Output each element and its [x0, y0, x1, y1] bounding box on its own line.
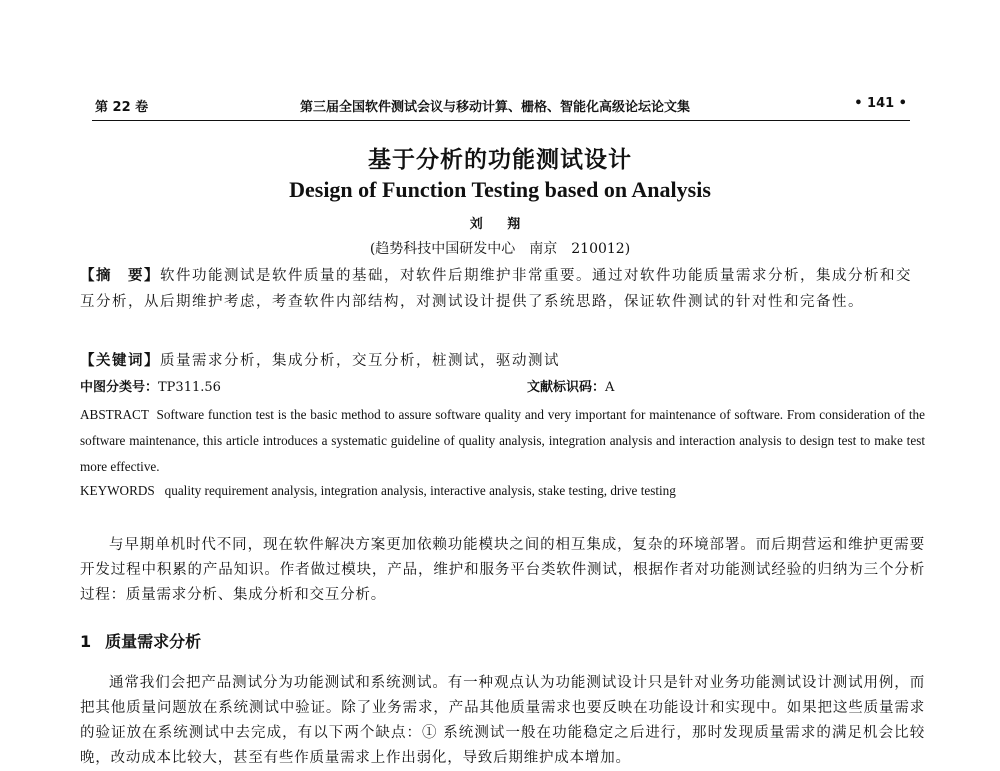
- section-number: 1: [80, 632, 92, 651]
- paper-title-cn: 基于分析的功能测试设计: [368, 147, 632, 173]
- author-affiliation: (趋势科技中国研发中心 南京 210012): [369, 241, 631, 257]
- section-title: 质量需求分析: [105, 632, 202, 651]
- journal-title: 第三届全国软件测试会议与移动计算、栅格、智能化高级论坛论文集: [300, 100, 691, 115]
- section-paragraph: 通常我们会把产品测试分为功能测试和系统测试。有一种观点认为功能测试设计只是针对业务功能测试设计测试用例，而把其他质量问题放在系统测试中验证。除了业务需求，产品其他质量需求也要反映在功能设计和实现中。如果把这些质量需求的验证放在系统测试中去完成，有以下两个缺点：① 系统测试一般在功能稳定之后进行，那时发现质量需求的满足机会比较晚，改动成本比较大，甚至有些作质量需求上作出弱化，导致后期维护成本增加。: [80, 675, 925, 766]
- classification-line: [80, 376, 925, 398]
- abstract-cn-label: 【摘 要】: [80, 268, 160, 284]
- page-number: • 141 •: [854, 96, 907, 111]
- abstract-cn-text: 软件功能测试是软件质量的基础，对软件后期维护非常重要。通过对软件功能质量需求分析，集成分析和交互分析，从后期维护考虑，考查软件内部结构，对测试设计提供了系统思路，保证软件测试的针对性和完备性。: [80, 268, 912, 310]
- keywords-en-label: KEYWORDS: [80, 483, 155, 498]
- abstract-en-label: ABSTRACT: [80, 407, 149, 422]
- clc-value: TP311.56: [158, 380, 221, 395]
- section-heading: [80, 629, 201, 652]
- document-code-value: A: [605, 380, 615, 395]
- keywords-cn: [80, 350, 925, 372]
- header-rule: [92, 120, 910, 121]
- running-header: [95, 96, 907, 118]
- document-code-label: 文献标识码：: [527, 380, 606, 395]
- intro-paragraph: 与早期单机时代不同，现在软件解决方案更加依赖功能模块之间的相互集成，复杂的环境部署。而后期营运和维护更需要开发过程中积累的产品知识。作者做过模块，产品，维护和服务平台类软件测试，根据作者对功能测试经验的归纳为三个分析过程：质量需求分析、集成分析和交互分析。: [80, 537, 925, 603]
- abstract-en-text: Software function test is the basic method to assure software quality and very important for maintenance of software. From consideration of the software maintenance, this article introduces a systematic guideline of quality analysis, integration analysis and interaction analysis to design test to make test more effective.: [80, 407, 926, 474]
- document-code: [527, 376, 614, 395]
- clc-label: 中图分类号：: [80, 380, 159, 395]
- clc-number: [80, 376, 221, 395]
- keywords-en-text: quality requirement analysis, integration analysis, interactive analysis, stake testing, drive testing: [164, 483, 676, 498]
- volume-number: 第 22 卷: [95, 100, 149, 115]
- keywords-cn-label: 【关键词】: [80, 353, 160, 369]
- keywords-en: [80, 480, 925, 502]
- author-name: 刘 翔: [469, 217, 531, 232]
- abstract-en: [80, 402, 925, 480]
- paper-title-en: Design of Function Testing based on Analysis: [289, 177, 711, 202]
- abstract-cn: [80, 263, 925, 315]
- keywords-cn-text: 质量需求分析，集成分析，交互分析，桩测试，驱动测试: [160, 353, 560, 369]
